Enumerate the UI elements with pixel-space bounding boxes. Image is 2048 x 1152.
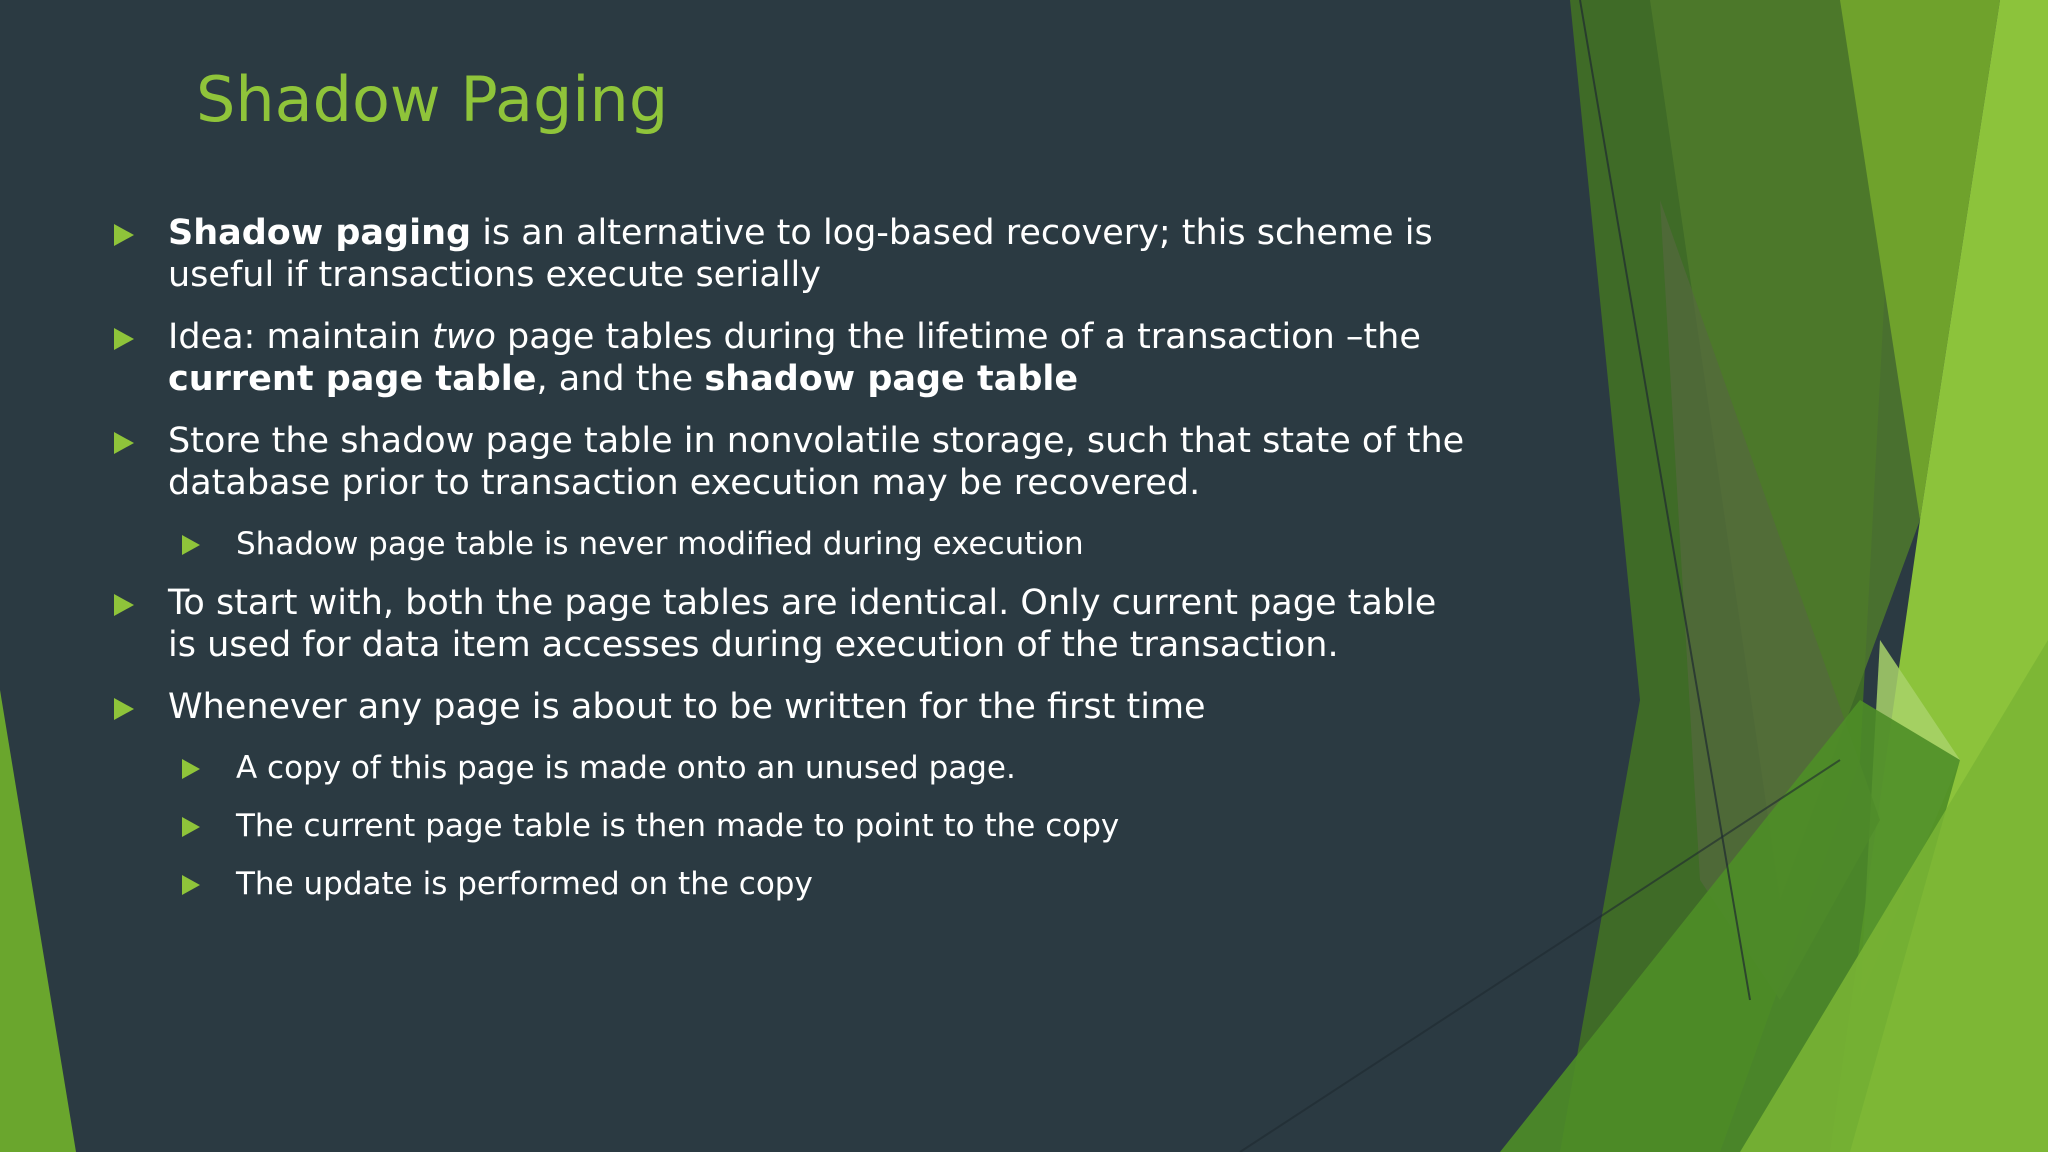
bullet-italic-text: two: [432, 317, 496, 357]
triangle-right-icon: [114, 698, 134, 720]
bullet-text: , and the: [536, 359, 705, 399]
triangle-right-icon: [114, 224, 134, 246]
bullet-item: [112, 686, 1472, 728]
triangle-right-icon: [182, 759, 200, 779]
triangle-right-icon: [182, 875, 200, 895]
decor-shape-left-green: [0, 690, 76, 1152]
triangle-right-icon: [114, 432, 134, 454]
bullet-text: To start with, both the page tables are identical. Only current page table is used for data item accesses during execution of the transaction.: [168, 583, 1437, 665]
bullet-text: The update is performed on the copy: [236, 866, 813, 902]
bullet-item: [112, 212, 1472, 296]
bullet-bold-text: shadow page table: [704, 359, 1079, 399]
bullet-item: [112, 316, 1472, 400]
bullet-text: The current page table is then made to point to the copy: [236, 808, 1120, 844]
sub-bullet-item: [180, 524, 1472, 564]
bullet-item: [112, 582, 1472, 666]
sub-bullet-item: [180, 864, 1472, 904]
bullet-text: Store the shadow page table in nonvolatile storage, such that state of the database prior to transaction execution may be recovered.: [168, 421, 1465, 503]
triangle-right-icon: [114, 594, 134, 616]
bullet-list: [112, 212, 1472, 922]
triangle-right-icon: [114, 328, 134, 350]
bullet-item: [112, 420, 1472, 504]
sub-bullet-item: [180, 748, 1472, 788]
bullet-bold-text: current page table: [168, 359, 537, 399]
bullet-text: page tables during the lifetime of a transaction –the: [495, 317, 1421, 357]
bullet-text: Whenever any page is about to be written for the first time: [168, 687, 1206, 727]
bullet-bold-text: Shadow paging: [168, 213, 472, 253]
triangle-right-icon: [182, 817, 200, 837]
bullet-text: is an alternative to log-based recovery; this scheme is useful if transactions execute serially: [168, 213, 1433, 295]
bullet-text: Idea: maintain: [168, 317, 433, 357]
triangle-right-icon: [182, 535, 200, 555]
bullet-text: Shadow page table is never modified during execution: [236, 526, 1084, 562]
sub-bullet-item: [180, 806, 1472, 846]
slide-title: Shadow Paging: [196, 63, 669, 136]
bullet-text: A copy of this page is made onto an unused page.: [236, 750, 1016, 786]
